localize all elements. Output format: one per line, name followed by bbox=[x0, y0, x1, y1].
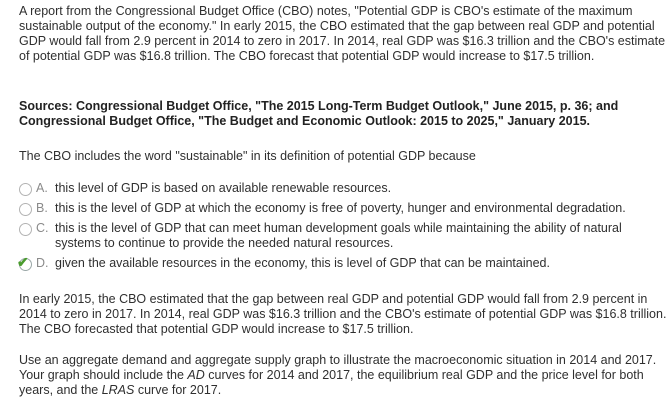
option-d[interactable] bbox=[19, 256, 667, 271]
option-b[interactable] bbox=[19, 201, 667, 216]
lras-term: LRAS bbox=[101, 383, 135, 397]
instruction-paragraph bbox=[19, 353, 667, 398]
radio-button-b[interactable] bbox=[19, 203, 32, 216]
radio-button-d[interactable] bbox=[17, 254, 32, 271]
ad-term: AD bbox=[187, 368, 205, 382]
option-text[interactable]: this level of GDP is based on available renewable resources. bbox=[55, 181, 392, 195]
instruction-text: curves for 2014 and 2017, the equilibrium real GDP and the price level for both years, and the bbox=[19, 368, 644, 397]
option-letter: B. bbox=[36, 201, 48, 215]
option-a[interactable] bbox=[19, 181, 667, 196]
option-text[interactable]: this is the level of GDP at which the economy is free of poverty, hunger and environmental degradation. bbox=[55, 201, 626, 215]
instruction-text: curve for 2017. bbox=[134, 383, 222, 397]
checkmark-icon: ✔ bbox=[17, 254, 29, 270]
option-text[interactable]: given the available resources in the economy, this is level of GDP that can be maintained. bbox=[55, 256, 550, 270]
sources-citation: Sources: Congressional Budget Office, "The 2015 Long-Term Budget Outlook," June 2015, p. 36; and Congressional Budget Office, "The Budget and Economic Outlook: 2015 to 2025," January 2015. bbox=[19, 99, 619, 128]
answer-options bbox=[19, 181, 667, 276]
intro-paragraph: A report from the Congressional Budget Office (CBO) notes, "Potential GDP is CBO's estimate of the maximum sustainable output of the economy." In early 2015, the CBO estimated that the gap between real GDP and potential GDP would fall from 2.9 percent in 2014 to zero in 2017. In 2014, real GDP was $16.3 trillion and the CBO's estimate of potential GDP was $16.8 trillion. The CBO forecast that potential GDP would increase to $17.5 trillion. bbox=[19, 4, 666, 63]
option-letter: A. bbox=[36, 181, 48, 195]
option-letter: C. bbox=[36, 221, 49, 235]
question-prompt: The CBO includes the word "sustainable" in its definition of potential GDP because bbox=[19, 149, 476, 163]
radio-button-c[interactable] bbox=[19, 223, 32, 236]
radio-button-a[interactable] bbox=[19, 183, 32, 196]
option-letter: D. bbox=[36, 256, 49, 270]
context-paragraph: In early 2015, the CBO estimated that the gap between real GDP and potential GDP would fall from 2.9 percent in 2014 to zero in 2017. In 2014, real GDP was $16.3 trillion and the CBO's estimate of potential GDP was $16.8 trillion. The CBO forecasted that potential GDP would increase to $17.5 trillion. bbox=[19, 292, 667, 336]
option-text[interactable]: this is the level of GDP that can meet human development goals while maintaining the ability of natural systems to continue to provide the needed natural resources. bbox=[55, 221, 622, 250]
instruction-text: Use an aggregate demand and aggregate supply graph to illustrate the macroeconomic situation in 2014 and 2017. Your graph should include the bbox=[19, 353, 657, 382]
option-c[interactable] bbox=[19, 221, 667, 251]
